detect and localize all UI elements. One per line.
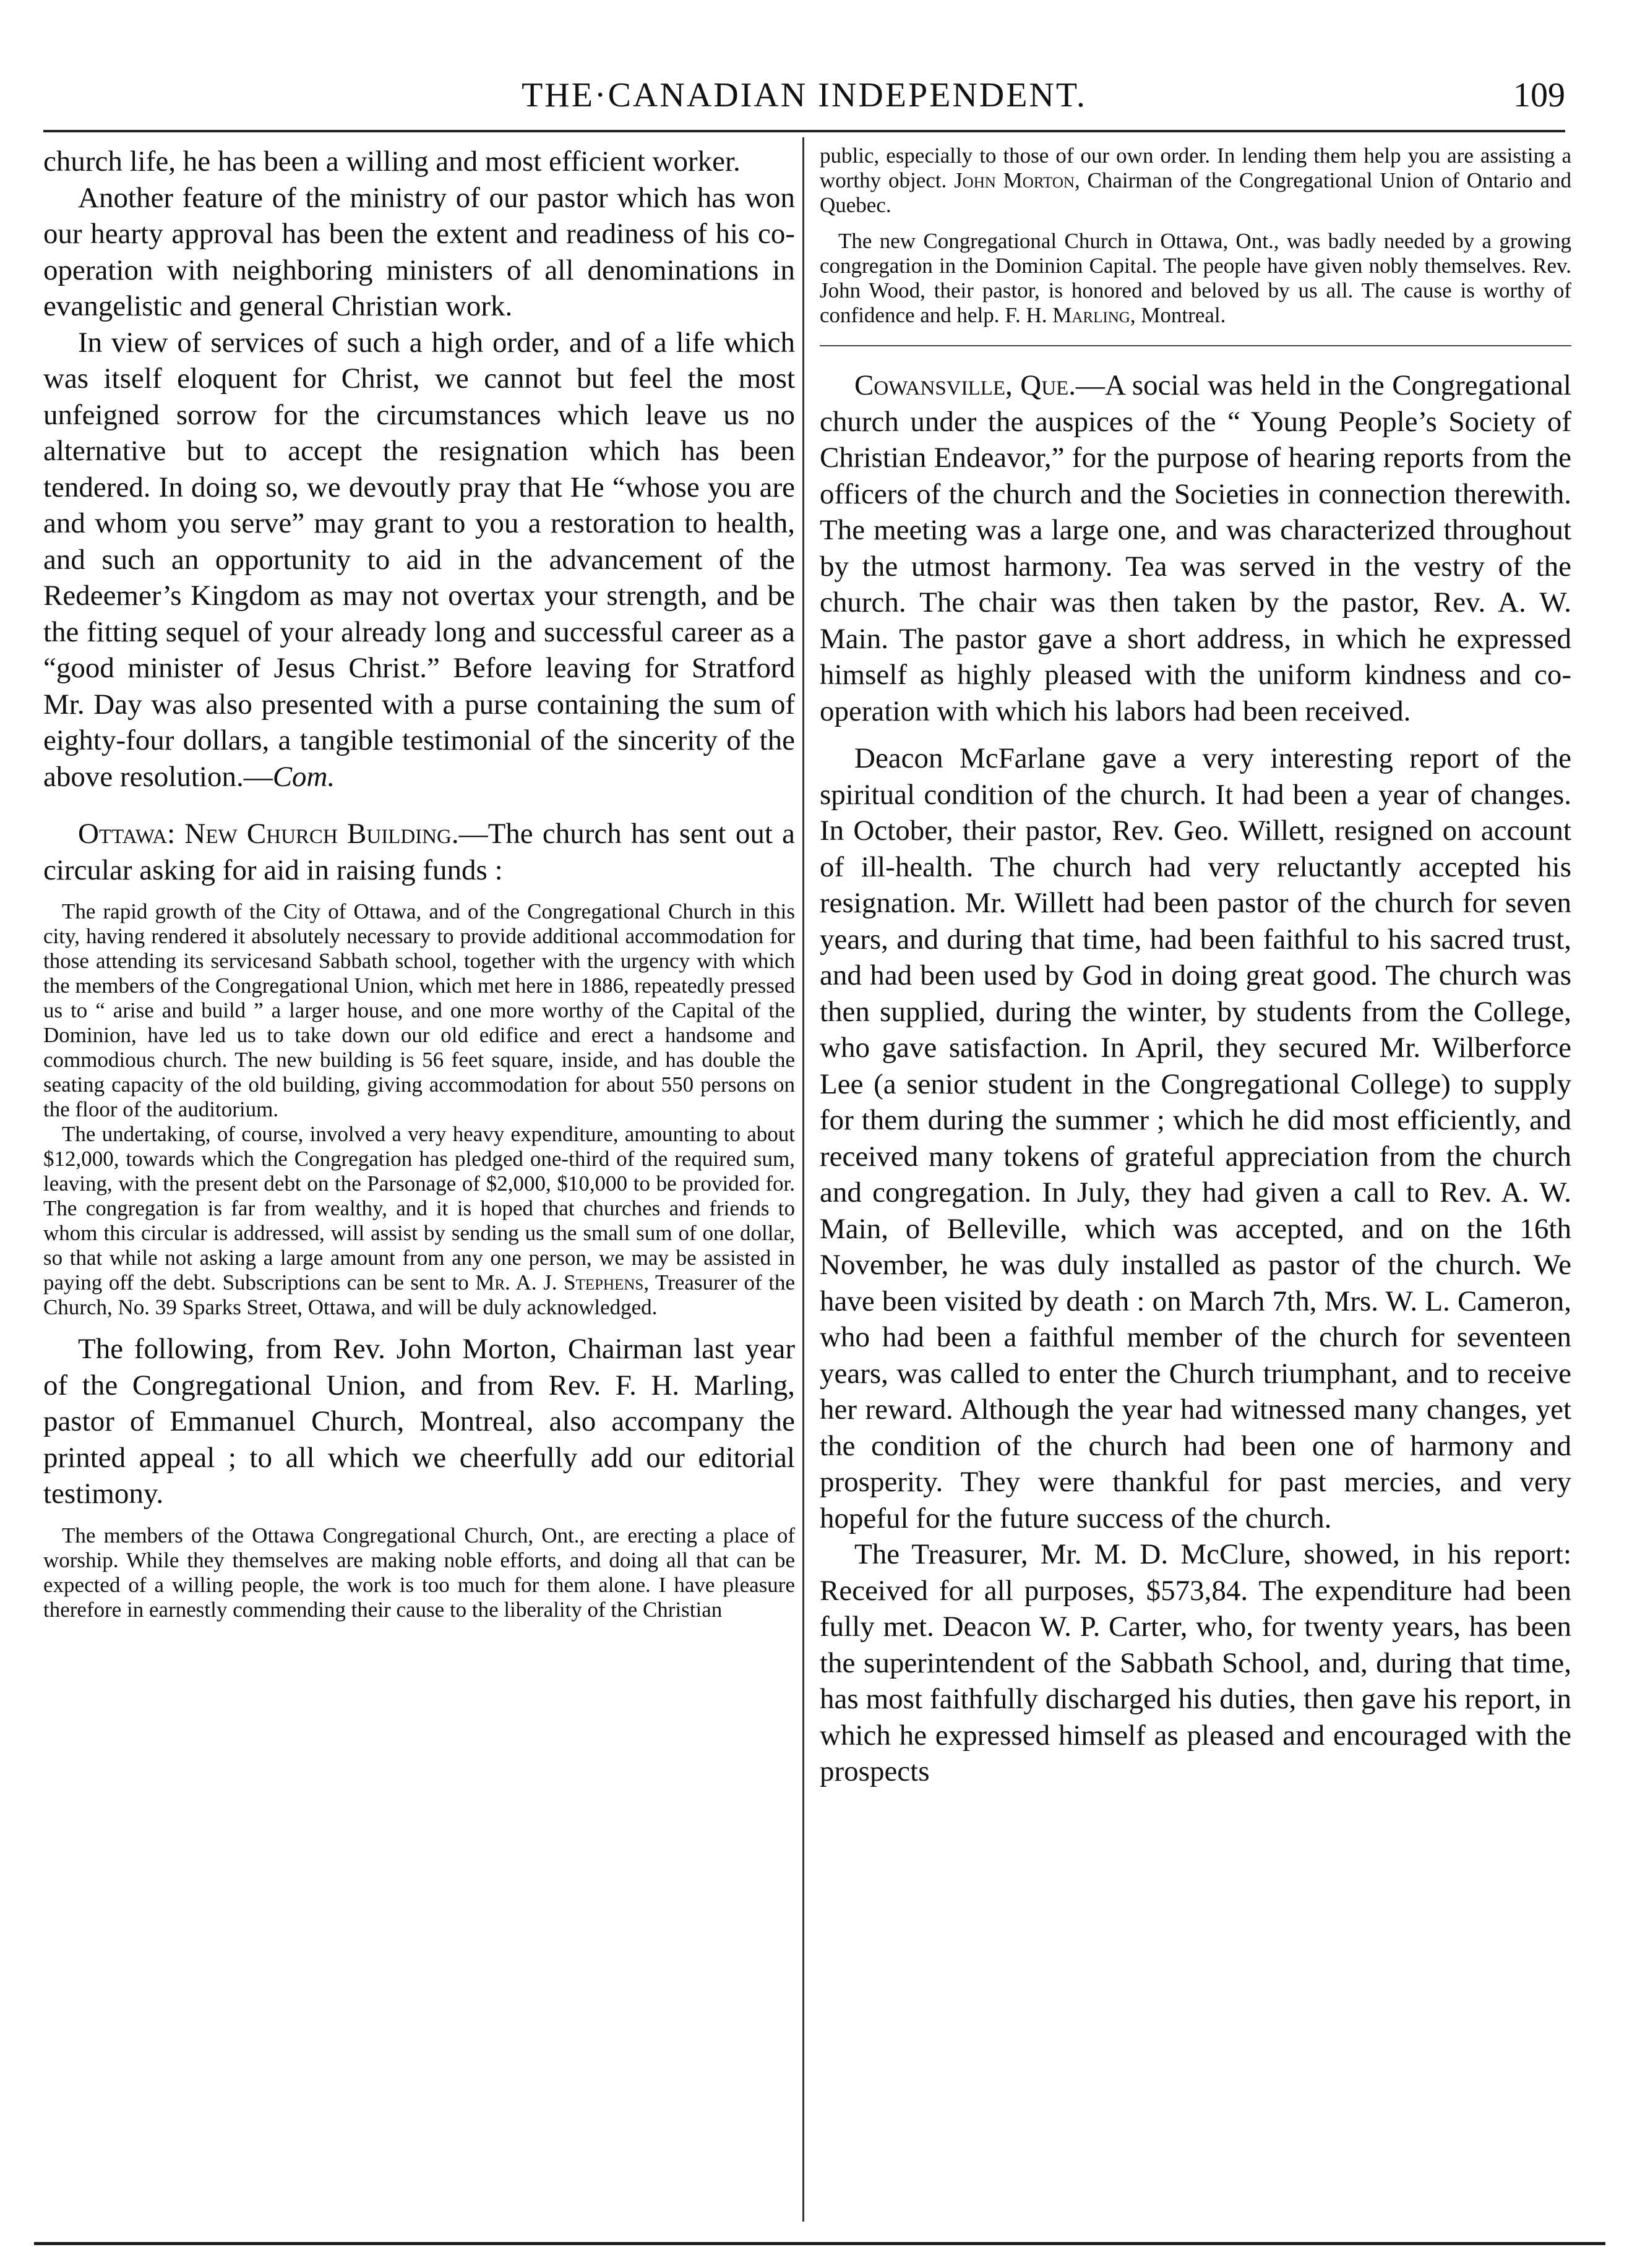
page-number: 109 xyxy=(1513,76,1565,114)
resolution-text: In view of services of such a high order, and of a life which was itself eloquent for Christ, we cannot but feel the most unfeigned sorrow for the circumstances which leave us no alternative but to accept the resignation which has been tendered. In doing so, we devoutly pray that He “whose you are and whom you serve” may grant to you a restoration to health, and such an opportunity to aid in the advancement of the Redeemer’s Kingdom as may not overtax your strength, and be the fitting sequel of your already long and successful career as a “good minister of Jesus Christ.” Before leaving for Stratford Mr. Day was also presented with a purse containing the sum of eighty-four dollars, a tangible testimonial of the sincerity of the above resolution.— xyxy=(43,326,795,793)
morton-letter: The members of the Ottawa Congregational Church, Ont., are erecting a place of worship. While they themselves are making noble efforts, and doing all that can be expected of a willing people, the work is too much for them alone. I have pleasure therefore in earnestly commending their cause to the liberality of the Christian xyxy=(43,1523,795,1622)
paragraph: The Treasurer, Mr. M. D. McClure, showed, in his report: Received for all purposes, $573,84. The expenditure had been fully met. Deacon W. P. Carter, who, for twenty years, has been the superintendent of the Sabbath School, and, during that time, has most faithfully discharged his duties, then gave his report, in which he expressed himself as pleased and encouraged with the prospects xyxy=(820,1538,1571,1787)
left-column xyxy=(43,143,795,2219)
scan-edge-line xyxy=(34,2242,1605,2245)
circular-paragraph: The rapid growth of the City of Ottawa, and of the Congregational Church in this city, having rendered it absolutely necessary to provide additional accommodation for those attending its servicesand Sabbath school, together with the urgency with which the members of the Congregational Union, which met here in 1886, repeatedly pressed us to “ arise and build ” a larger house, and one more worthy of the Capital of the Dominion, have led us to take down our old edifice and erect a handsome and commodious church. The new building is 56 feet square, inside, and has double the seating capacity of the old building, giving accommodation for about 550 persons on the floor of the auditorium. xyxy=(43,899,795,1121)
treasurer-name: Mr. A. J. Stephens xyxy=(475,1270,644,1294)
signature: F. H. Marling xyxy=(1005,303,1130,327)
signature-place: , Montreal. xyxy=(1130,303,1226,327)
circular-paragraph xyxy=(43,1122,795,1320)
section-divider xyxy=(820,345,1571,346)
paragraph: The following, from Rev. John Morton, Chairman last year of the Congregational Union, and from Rev. F. H. Marling, pastor of Emmanuel Church, Montreal, also accompany the printed appeal ; to all which we cheerfully add our editorial testimony. xyxy=(43,1333,795,1510)
paragraph: Deacon McFarlane gave a very interesting report of the spiritual condition of the church. It had been a year of changes. In October, their pastor, Rev. Geo. Willett, resigned on account of ill-health. The church had very reluctantly accepted his resignation. Mr. Willett had been pastor of the church for seven years, and during that time, had been faithful to his sacred trust, and had been used by God in doing great good. The church was then supplied, during the winter, by students from the College, who gave satisfaction. In April, they secured Mr. Wilberforce Lee (a senior student in the Congregational College) to supply for them during the summer ; which he did most efficiently, and received many tokens of grateful appreciation from the church and congregation. In July, they had given a call to Rev. A. W. Main, of Belleville, which was accepted, and on the 16th November, he was duly installed as pastor of the church. We have been visited by death : on March 7th, Mrs. W. L. Cameron, who had been a faithful member of the church for seventeen years, was called to enter the Church triumphant, and to receive her reward. Although the year had witnessed many changes, yet the condition of the church had been one of harmony and prosperity. They were thankful for past mercies, and very hopeful for the future success of the church. xyxy=(820,742,1571,1534)
ottawa-heading: Ottawa: New Church Building. xyxy=(78,818,459,850)
circular-text: The undertaking, of course, involved a very heavy expenditure, amounting to about $12,000, towards which the Congregation has pledged one-third of the required sum, leaving, with the present debt on the Parsonage of $2,000, $10,000 to be provided for. The congregation is far from wealthy, and it is hoped that churches and friends to whom this circular is addressed, will assist by sending us the small sum of one dollar, so that while not asking a large amount from any one person, we may be assisted in paying off the debt. Subscriptions can be sent to xyxy=(43,1122,795,1294)
running-title: THE·CANADIAN INDEPENDENT. xyxy=(522,76,1087,114)
ottawa-item xyxy=(43,816,795,888)
column-rule xyxy=(802,137,804,2222)
morton-letter-continued xyxy=(820,143,1571,218)
signoff: Com. xyxy=(272,760,335,793)
signature-title: , Chairman of the Congregational Union of Ontario and Quebec. xyxy=(820,168,1571,217)
paragraph-text: —A social was held in the Congregational church under the auspices of the “ Young People’s Society of Christian Endeavor,” for the purpose of hearing reports from the officers of the church and the Societies in connection therewith. The meeting was a large one, and was characterized throughout by the utmost harmony. Tea was served in the vestry of the church. The chair was then taken by the pastor, Rev. A. W. Main. The pastor gave a short address, in which he expressed himself as highly pleased with the uniform kindness and co-operation with which his labors had been received. xyxy=(820,369,1571,727)
cowansville-item xyxy=(820,367,1571,729)
paragraph: Another feature of the ministry of our pastor which has won our hearty approval has been the extent and readiness of his co-operation with neighboring ministers of all denominations in evangelistic and general Christian work. xyxy=(43,181,795,322)
marling-letter xyxy=(820,229,1571,328)
page-header xyxy=(43,68,1565,132)
paragraph: church life, he has been a willing and most efficient worker. xyxy=(43,145,741,178)
signature: John Morton xyxy=(954,168,1075,192)
letter-text: public, especially to those of our own order. In lending them help you are assisting a worthy object. xyxy=(820,143,1571,192)
ottawa-intro: —The church has sent out a circular asking for aid in raising funds : xyxy=(43,818,795,886)
cowansville-heading: Cowansville, Que. xyxy=(854,369,1076,401)
right-column xyxy=(820,143,1571,2219)
letter-text: The new Congregational Church in Ottawa, Ont., was badly needed by a growing congregation in the Dominion Capital. The people have given nobly themselves. Rev. John Wood, their pastor, is honored and beloved by us all. The cause is worthy of confidence and help. xyxy=(820,229,1571,327)
circular-text: , Treasurer of the Church, No. 39 Sparks Street, Ottawa, and will be duly acknowledged. xyxy=(43,1270,795,1319)
paragraph xyxy=(43,325,795,795)
